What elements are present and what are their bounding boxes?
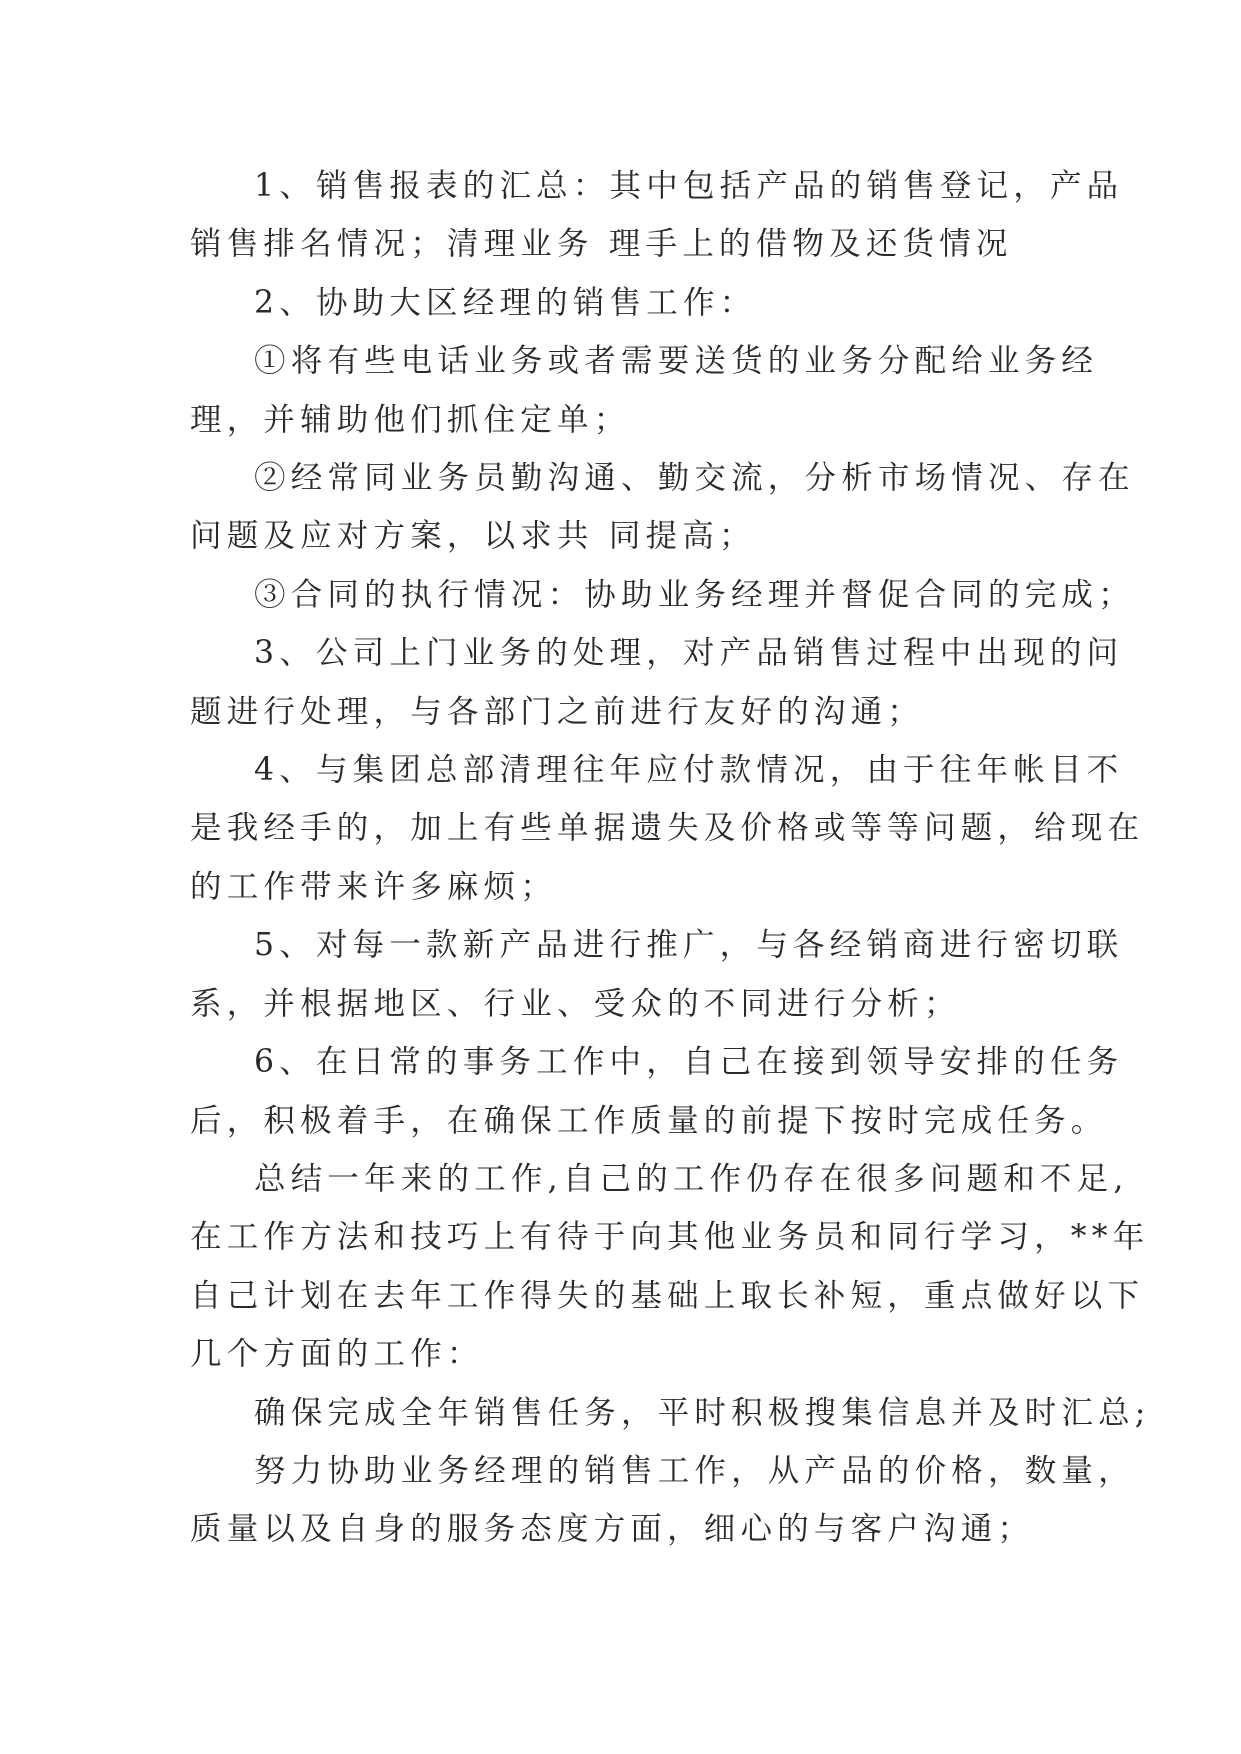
text-line: 3、公司上门业务的处理，对产品销售过程中出现的问 <box>254 635 1124 672</box>
text-line: 理，并辅助他们抓住定单； <box>190 401 631 438</box>
text-line: 系，并根据地区、行业、受众的不同进行分析； <box>190 985 961 1022</box>
text-line: 确保完成全年销售任务，平时积极搜集信息并及时汇总; <box>254 1394 1151 1431</box>
paragraph-12 <box>190 1442 1135 1559</box>
paragraph-3 <box>190 332 1099 449</box>
paragraph-5 <box>190 566 1135 624</box>
text-line: 销售排名情况；清理业务 理手上的借物及还货情况 <box>190 226 1013 263</box>
text-line: 努力协助业务经理的销售工作，从产品的价格，数量， <box>254 1452 1135 1489</box>
text-line: 后，积极着手，在确保工作质量的前提下按时完成任务。 <box>190 1102 1108 1139</box>
paragraph-8 <box>190 916 1124 1033</box>
paragraph-1 <box>190 157 1124 274</box>
text-line: 质量以及自身的服务态度方面，细心的与客户沟通； <box>190 1511 1035 1548</box>
paragraph-7 <box>190 741 1145 916</box>
text-line: 自己计划在去年工作得失的基础上取长补短，重点做好以下 <box>190 1277 1145 1314</box>
text-line: 是我经手的，加上有些单据遗失及价格或等等问题，给现在 <box>190 810 1145 847</box>
text-line: 几个方面的工作： <box>190 1336 484 1373</box>
paragraph-2 <box>190 274 1060 332</box>
text-line: 问题及应对方案，以求共 同提高； <box>190 518 756 555</box>
text-line: 题进行处理，与各部门之前进行友好的沟通； <box>190 693 925 730</box>
text-line: 1、销售报表的汇总：其中包括产品的销售登记，产品 <box>254 168 1124 204</box>
paragraph-6 <box>190 624 1124 741</box>
text-line: 4、与集团总部清理往年应付款情况，由于往年帐目不 <box>254 752 1124 789</box>
paragraph-9 <box>190 1033 1124 1150</box>
text-line: 6、在日常的事务工作中，自己在接到领导安排的任务 <box>254 1044 1124 1081</box>
text-line: ③合同的执行情况：协助业务经理并督促合同的完成； <box>254 576 1135 613</box>
text-line: 的工作带来许多麻烦； <box>190 868 558 905</box>
text-line: ①将有些电话业务或者需要送货的业务分配给业务经 <box>254 343 1099 380</box>
text-line: ②经常同业务员勤沟通、勤交流，分析市场情况、存在 <box>254 460 1135 497</box>
paragraph-4 <box>190 449 1135 566</box>
text-line: 总结一年来的工作,自己的工作仍存在很多问题和不足, <box>254 1160 1129 1197</box>
paragraph-10 <box>190 1150 1150 1384</box>
text-line: 在工作方法和技巧上有待于向其他业务员和同行学习，**年 <box>190 1219 1150 1256</box>
text-line: 5、对每一款新产品进行推广，与各经销商进行密切联 <box>254 927 1124 964</box>
text-line: 2、协助大区经理的销售工作： <box>254 284 757 321</box>
paragraph-11 <box>190 1384 1151 1442</box>
document-body <box>190 157 1151 1559</box>
